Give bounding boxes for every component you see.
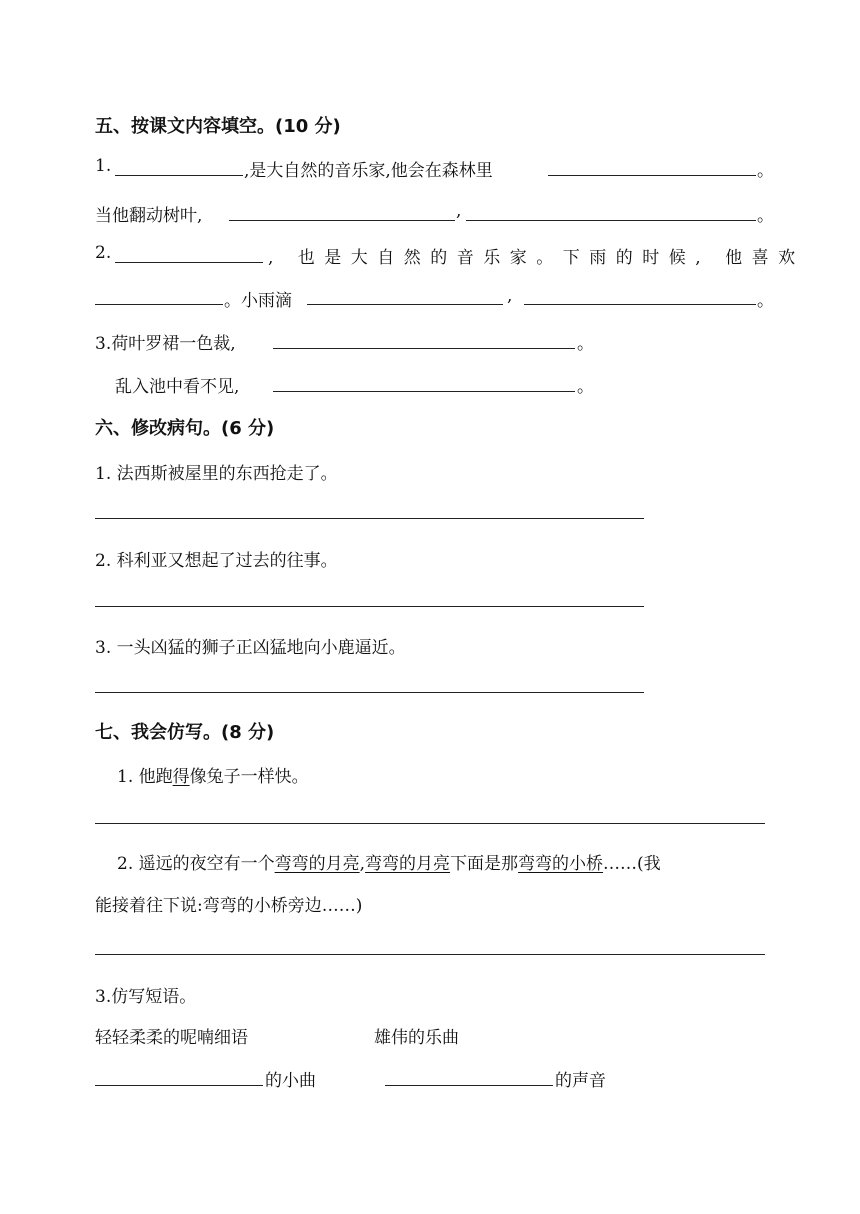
q3-line1-text: 3.荷叶罗裙一色裁, bbox=[95, 334, 236, 354]
q2b-blank-2[interactable] bbox=[307, 304, 503, 305]
phrase-example-2: 雄伟的乐曲 bbox=[374, 1028, 459, 1048]
q2-number: 2. bbox=[95, 243, 112, 263]
q3-line2-text: 乱入池中看不见, bbox=[115, 377, 240, 397]
q2b-period: 。 bbox=[757, 291, 774, 311]
imitation-item-3: 3.仿写短语。 bbox=[95, 987, 197, 1007]
q2-text: , 也是大自然的音乐家。下雨的时候, 他喜欢 bbox=[268, 248, 805, 268]
q2-blank-1[interactable] bbox=[115, 262, 263, 263]
phrase-example-1: 轻轻柔柔的呢喃细语 bbox=[95, 1028, 248, 1048]
imitation-item-2-cont: 能接着往下说:弯弯的小桥旁边……) bbox=[95, 896, 363, 916]
q1-blank-2[interactable] bbox=[548, 175, 756, 176]
sentence-3: 3. 一头凶猛的狮子正凶猛地向小鹿逼近。 bbox=[95, 638, 406, 658]
imitation-item-2: 2. 遥远的夜空有一个弯弯的月亮,弯弯的月亮下面是那弯弯的小桥……(我 bbox=[117, 854, 661, 874]
q1b-blank-2[interactable] bbox=[466, 220, 756, 221]
q1b-blank-1[interactable] bbox=[229, 220, 455, 221]
section6-title: 六、修改病句。(6 分) bbox=[95, 418, 275, 439]
q2b-comma: , bbox=[507, 286, 513, 306]
q1b-comma: , bbox=[456, 201, 462, 221]
q1-number: 1. bbox=[95, 156, 112, 176]
q1-blank-1[interactable] bbox=[115, 175, 243, 176]
q1b-period: 。 bbox=[757, 206, 774, 226]
q1-period: 。 bbox=[757, 161, 774, 181]
q3-line2-period: 。 bbox=[577, 377, 594, 397]
phrase-blank-1[interactable] bbox=[95, 1085, 263, 1086]
section7-title: 七、我会仿写。(8 分) bbox=[95, 722, 275, 743]
imitation-item-1: 1. 他跑得像兔子一样快。 bbox=[117, 767, 309, 787]
q1b-text: 当他翻动树叶, bbox=[95, 206, 203, 226]
sentence-1: 1. 法西斯被屋里的东西抢走了。 bbox=[95, 464, 338, 484]
section5-title: 五、按课文内容填空。(10 分) bbox=[95, 116, 341, 137]
q3-line1-blank[interactable] bbox=[273, 348, 575, 349]
sentence-2: 2. 科利亚又想起了过去的往事。 bbox=[95, 551, 338, 571]
answer-line-1[interactable] bbox=[95, 518, 644, 519]
phrase-blank-2[interactable] bbox=[385, 1085, 553, 1086]
answer-line-3[interactable] bbox=[95, 692, 644, 693]
q2b-text: 。小雨滴 bbox=[224, 291, 292, 311]
q2b-blank-1[interactable] bbox=[95, 304, 223, 305]
q3-line1-period: 。 bbox=[577, 334, 594, 354]
answer-line-2[interactable] bbox=[95, 606, 644, 607]
q3-line2-blank[interactable] bbox=[273, 391, 575, 392]
answer-line-4[interactable] bbox=[95, 823, 765, 824]
phrase-suffix-1: 的小曲 bbox=[265, 1071, 316, 1091]
phrase-suffix-2: 的声音 bbox=[555, 1071, 606, 1091]
q1-text: ,是大自然的音乐家,他会在森林里 bbox=[244, 161, 493, 181]
answer-line-5[interactable] bbox=[95, 954, 765, 955]
q2b-blank-3[interactable] bbox=[524, 304, 756, 305]
